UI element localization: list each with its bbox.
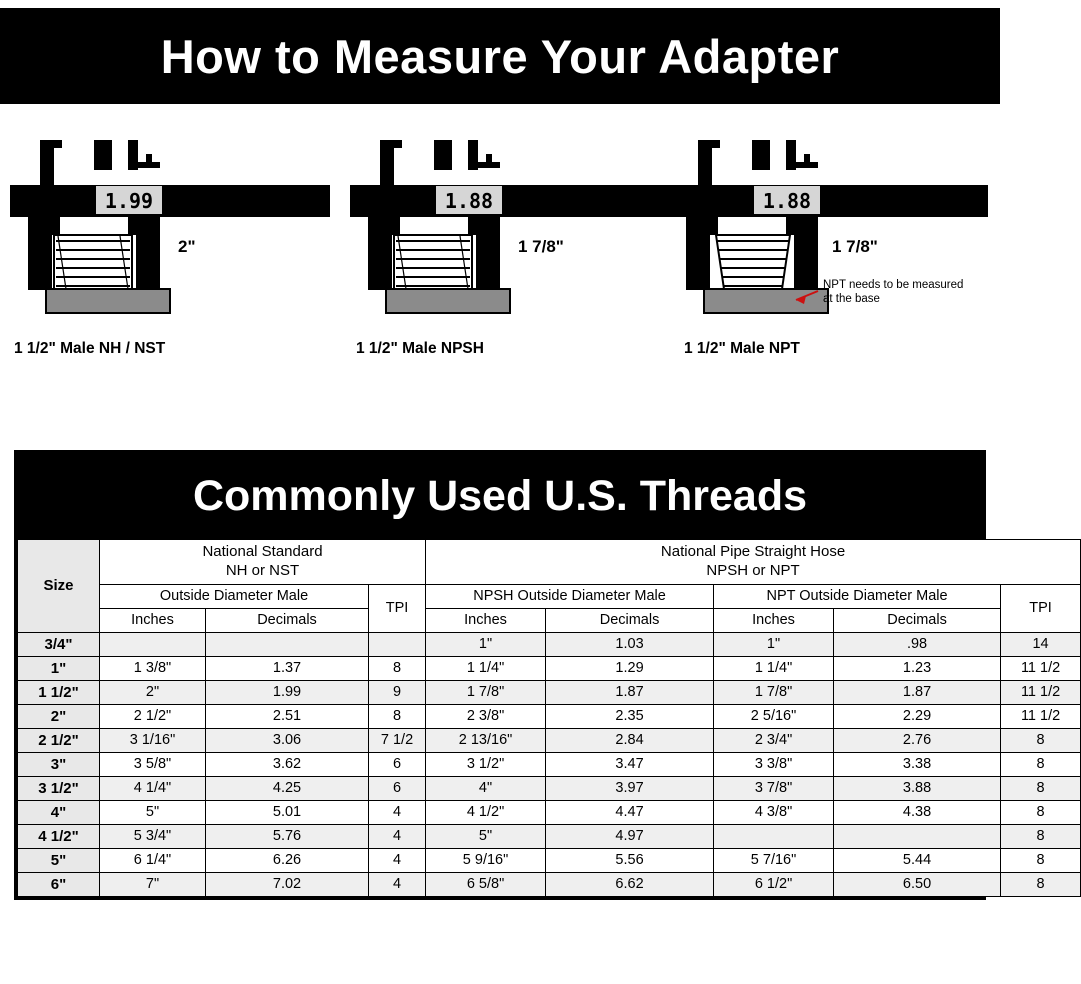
cell-npt-inches: 3 3/8"	[714, 752, 834, 776]
header-nh-tpi: TPI	[369, 584, 426, 632]
caliper-diagrams	[0, 140, 1000, 430]
cell-nh-decimals: 5.01	[206, 800, 369, 824]
table-row	[18, 680, 1081, 704]
cell-npsh-inches: 2 3/8"	[426, 704, 546, 728]
header-npt-inches: Inches	[714, 608, 834, 632]
cell-tpi2: 14	[1001, 632, 1081, 656]
cell-nh-decimals: 1.37	[206, 656, 369, 680]
header-group-npsh	[426, 540, 1081, 585]
cell-tpi2: 11 1/2	[1001, 704, 1081, 728]
table-row	[18, 752, 1081, 776]
cell-nh-decimals: 3.06	[206, 728, 369, 752]
caliper-display-value-3: 1.88	[762, 189, 812, 213]
cell-nh-tpi: 7 1/2	[369, 728, 426, 752]
cell-npt-decimals: 6.50	[834, 872, 1001, 896]
cell-nh-decimals: 1.99	[206, 680, 369, 704]
cell-npt-decimals: 2.29	[834, 704, 1001, 728]
cell-npt-decimals: .98	[834, 632, 1001, 656]
cell-npt-decimals: 1.23	[834, 656, 1001, 680]
table-header-row-2	[18, 584, 1081, 608]
cell-size: 3"	[18, 752, 100, 776]
cell-nh-decimals: 2.51	[206, 704, 369, 728]
cell-nh-tpi: 4	[369, 824, 426, 848]
header-group-npsh-line2: NPSH or NPT	[706, 561, 800, 579]
cell-nh-inches: 2"	[100, 680, 206, 704]
cell-npsh-decimals: 4.47	[546, 800, 714, 824]
diagram-nh-nst	[10, 140, 330, 370]
cell-size: 2 1/2"	[18, 728, 100, 752]
header-banner	[0, 8, 1000, 104]
cell-npsh-inches: 4"	[426, 776, 546, 800]
cell-npsh-inches: 4 1/2"	[426, 800, 546, 824]
cell-size: 4"	[18, 800, 100, 824]
table-row	[18, 824, 1081, 848]
cell-size: 6"	[18, 872, 100, 896]
cell-npt-inches: 4 3/8"	[714, 800, 834, 824]
caliper-display-value-1: 1.99	[104, 189, 154, 213]
cell-npt-inches: 2 3/4"	[714, 728, 834, 752]
cell-npt-inches: 1 1/4"	[714, 656, 834, 680]
table-header-row-1	[18, 540, 1081, 585]
header-nh-inches: Inches	[100, 608, 206, 632]
header-nh-decimals: Decimals	[206, 608, 369, 632]
cell-npsh-decimals: 1.29	[546, 656, 714, 680]
cell-npt-decimals	[834, 824, 1001, 848]
threads-table	[17, 539, 1081, 897]
cell-npt-inches: 2 5/16"	[714, 704, 834, 728]
header-group-npsh-line1: National Pipe Straight Hose	[660, 543, 846, 560]
cell-npsh-decimals: 5.56	[546, 848, 714, 872]
cell-npt-inches: 5 7/16"	[714, 848, 834, 872]
cell-npsh-decimals: 1.87	[546, 680, 714, 704]
cell-tpi2: 8	[1001, 824, 1081, 848]
table-row	[18, 848, 1081, 872]
cell-npsh-decimals: 1.03	[546, 632, 714, 656]
cell-npsh-decimals: 4.97	[546, 824, 714, 848]
cell-nh-inches	[100, 632, 206, 656]
cell-npt-decimals: 2.76	[834, 728, 1001, 752]
cell-npsh-inches: 5"	[426, 824, 546, 848]
cell-size: 3 1/2"	[18, 776, 100, 800]
cell-nh-tpi: 8	[369, 704, 426, 728]
cell-npt-decimals: 3.88	[834, 776, 1001, 800]
cell-nh-inches: 5 3/4"	[100, 824, 206, 848]
cell-nh-tpi	[369, 632, 426, 656]
table-body	[18, 632, 1081, 896]
cell-npt-decimals: 4.38	[834, 800, 1001, 824]
caliper-illustration-npt	[668, 140, 988, 340]
table-row	[18, 656, 1081, 680]
caliper-illustration-nh	[10, 140, 330, 340]
cell-npsh-inches: 2 13/16"	[426, 728, 546, 752]
header-group-nh-line2: NH or NST	[225, 561, 300, 579]
cell-nh-tpi: 4	[369, 800, 426, 824]
cell-npt-decimals: 3.38	[834, 752, 1001, 776]
cell-npt-inches: 3 7/8"	[714, 776, 834, 800]
cell-nh-inches: 7"	[100, 872, 206, 896]
cell-tpi2: 8	[1001, 848, 1081, 872]
diagram-npsh	[350, 140, 670, 370]
header-tpi2: TPI	[1001, 584, 1081, 632]
cell-npsh-inches: 5 9/16"	[426, 848, 546, 872]
cell-npsh-inches: 1 7/8"	[426, 680, 546, 704]
cell-tpi2: 8	[1001, 776, 1081, 800]
cell-tpi2: 8	[1001, 800, 1081, 824]
diagram-npt	[668, 140, 988, 370]
cell-tpi2: 8	[1001, 872, 1081, 896]
cell-tpi2: 8	[1001, 752, 1081, 776]
cell-npsh-decimals: 3.47	[546, 752, 714, 776]
header-npsh-decimals: Decimals	[546, 608, 714, 632]
diagram-caption-3: 1 1/2" Male NPT	[684, 340, 800, 357]
cell-nh-tpi: 4	[369, 848, 426, 872]
table-title: Commonly Used U.S. Threads	[192, 471, 808, 520]
cell-size: 1 1/2"	[18, 680, 100, 704]
cell-npsh-decimals: 2.84	[546, 728, 714, 752]
caliper-illustration-npsh	[350, 140, 670, 340]
cell-nh-tpi: 6	[369, 776, 426, 800]
caliper-display-value-2: 1.88	[444, 189, 494, 213]
table-header-row-3	[18, 608, 1081, 632]
header-npt-od: NPT Outside Diameter Male	[714, 584, 1001, 608]
diagram-caption-2: 1 1/2" Male NPSH	[356, 340, 484, 357]
cell-nh-tpi: 6	[369, 752, 426, 776]
npt-note: NPT needs to be measured at the base	[823, 279, 964, 306]
cell-nh-tpi: 4	[369, 872, 426, 896]
header-npsh-inches: Inches	[426, 608, 546, 632]
threads-table-section	[14, 450, 1061, 900]
table-row	[18, 776, 1081, 800]
cell-nh-inches: 3 1/16"	[100, 728, 206, 752]
measure-label-1: 2"	[178, 237, 196, 256]
header-group-nh-line1: National Standard	[202, 543, 323, 560]
cell-npt-inches: 6 1/2"	[714, 872, 834, 896]
cell-npt-decimals: 5.44	[834, 848, 1001, 872]
cell-tpi2: 8	[1001, 728, 1081, 752]
cell-nh-inches: 5"	[100, 800, 206, 824]
cell-nh-decimals: 3.62	[206, 752, 369, 776]
cell-npsh-inches: 1"	[426, 632, 546, 656]
table-banner	[17, 453, 983, 539]
cell-npsh-decimals: 2.35	[546, 704, 714, 728]
cell-nh-inches: 6 1/4"	[100, 848, 206, 872]
header-size: Size	[18, 540, 100, 633]
cell-nh-inches: 1 3/8"	[100, 656, 206, 680]
cell-nh-decimals	[206, 632, 369, 656]
cell-nh-tpi: 9	[369, 680, 426, 704]
table-row	[18, 728, 1081, 752]
cell-npsh-inches: 6 5/8"	[426, 872, 546, 896]
cell-nh-inches: 3 5/8"	[100, 752, 206, 776]
cell-nh-decimals: 4.25	[206, 776, 369, 800]
cell-size: 1"	[18, 656, 100, 680]
measure-label-2: 1 7/8"	[518, 237, 564, 256]
cell-tpi2: 11 1/2	[1001, 680, 1081, 704]
table-row	[18, 704, 1081, 728]
cell-nh-decimals: 7.02	[206, 872, 369, 896]
cell-size: 4 1/2"	[18, 824, 100, 848]
header-group-nh	[100, 540, 426, 585]
measure-label-3: 1 7/8"	[832, 237, 878, 256]
cell-size: 3/4"	[18, 632, 100, 656]
table-row	[18, 800, 1081, 824]
cell-size: 5"	[18, 848, 100, 872]
table-head	[18, 540, 1081, 633]
cell-tpi2: 11 1/2	[1001, 656, 1081, 680]
cell-npsh-decimals: 6.62	[546, 872, 714, 896]
cell-size: 2"	[18, 704, 100, 728]
cell-nh-inches: 2 1/2"	[100, 704, 206, 728]
table-row	[18, 872, 1081, 896]
header-nh-od: Outside Diameter Male	[100, 584, 369, 608]
cell-nh-tpi: 8	[369, 656, 426, 680]
header-npsh-od: NPSH Outside Diameter Male	[426, 584, 714, 608]
cell-nh-decimals: 6.26	[206, 848, 369, 872]
cell-npsh-inches: 1 1/4"	[426, 656, 546, 680]
cell-npsh-inches: 3 1/2"	[426, 752, 546, 776]
cell-npt-inches: 1"	[714, 632, 834, 656]
page-title: How to Measure Your Adapter	[160, 29, 840, 83]
header-npt-decimals: Decimals	[834, 608, 1001, 632]
cell-npt-decimals: 1.87	[834, 680, 1001, 704]
cell-nh-decimals: 5.76	[206, 824, 369, 848]
diagram-caption-1: 1 1/2" Male NH / NST	[14, 340, 166, 357]
cell-npt-inches	[714, 824, 834, 848]
cell-nh-inches: 4 1/4"	[100, 776, 206, 800]
cell-npsh-decimals: 3.97	[546, 776, 714, 800]
table-row	[18, 632, 1081, 656]
cell-npt-inches: 1 7/8"	[714, 680, 834, 704]
